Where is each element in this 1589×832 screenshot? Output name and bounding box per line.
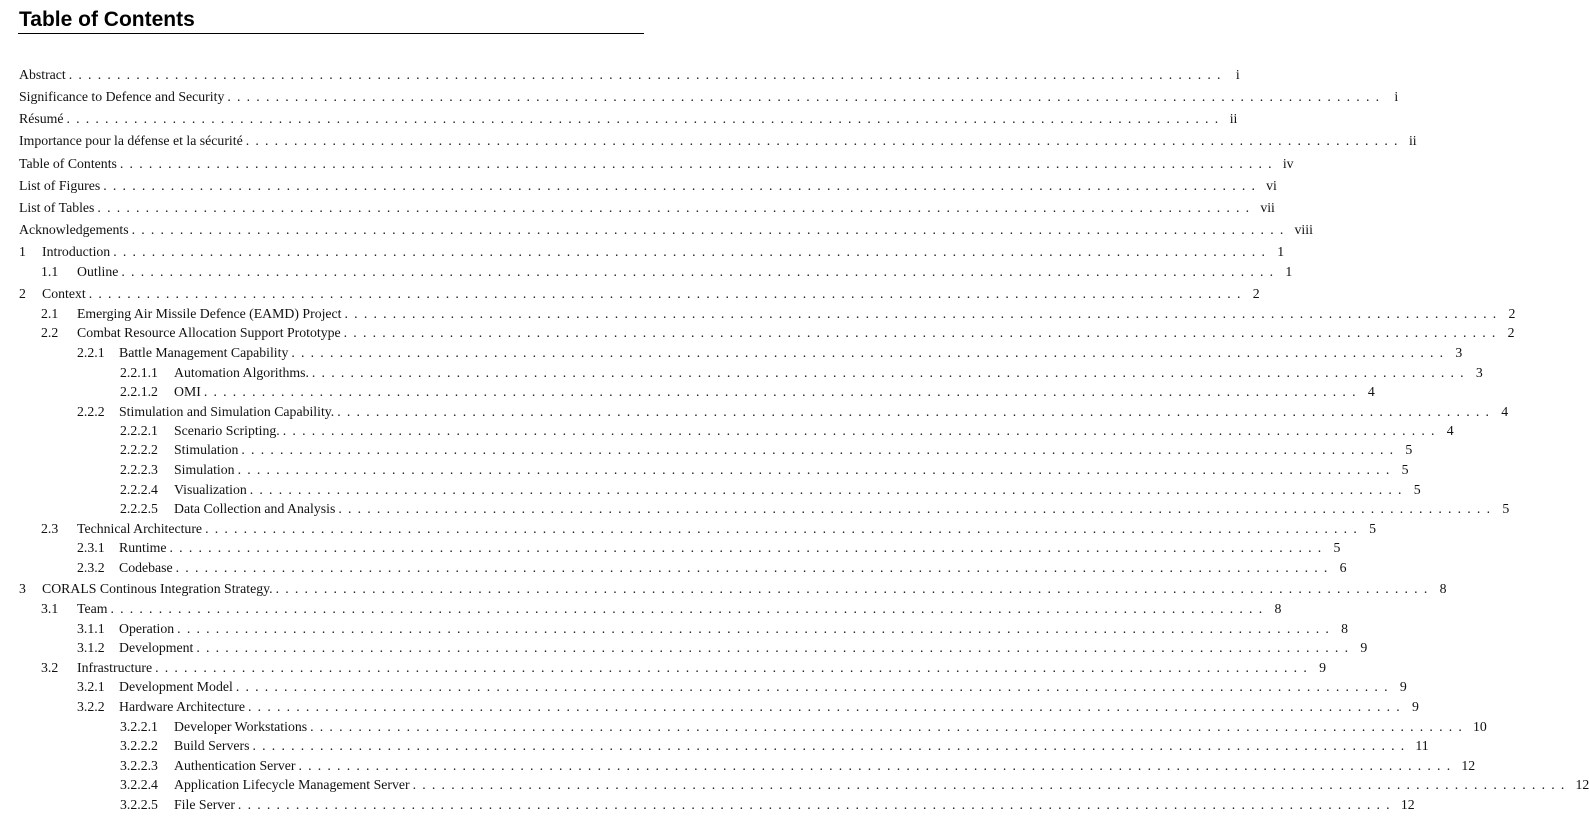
toc-entry[interactable] <box>19 88 1399 106</box>
toc-entry[interactable] <box>19 132 1417 150</box>
page-number: 2 <box>1252 286 1260 301</box>
toc-entry[interactable] <box>41 263 1293 281</box>
dot-leader: ........................................................................................................................ <box>248 699 1406 714</box>
page-number: 9 <box>1360 640 1368 655</box>
section-title: File Server <box>174 797 235 812</box>
dot-leader: ........................................................................................................................ <box>110 601 1269 616</box>
dot-leader: ........................................................................................................................ <box>275 581 1434 596</box>
dot-leader: ........................................................................................................................ <box>131 222 1290 237</box>
page-number: 12 <box>1400 797 1415 812</box>
section-number: 2.2.2.2 <box>120 442 158 457</box>
page-number: ii <box>1229 111 1238 126</box>
section-number: 3.1.1 <box>77 621 105 636</box>
toc-entry[interactable] <box>120 776 1589 794</box>
page-number: 5 <box>1405 442 1413 457</box>
page-number: 6 <box>1339 560 1347 575</box>
section-number: 1 <box>19 244 26 259</box>
dot-leader: ........................................................................................................................ <box>252 738 1411 753</box>
section-number: 3.2.2 <box>77 699 105 714</box>
page-number: 5 <box>1502 501 1510 516</box>
section-title: Data Collection and Analysis <box>174 501 336 516</box>
toc-entry[interactable] <box>120 364 1483 382</box>
section-number: 3.2.2.1 <box>120 719 158 734</box>
toc-entry[interactable] <box>77 344 1463 362</box>
page-number: 12 <box>1461 758 1476 773</box>
dot-leader: ........................................................................................................................ <box>121 264 1280 279</box>
page-number: 3 <box>1475 365 1483 380</box>
dot-leader: ........................................................................................................................ <box>337 404 1496 419</box>
dot-leader: ........................................................................................................................ <box>66 111 1225 126</box>
dot-leader: ........................................................................................................................ <box>310 719 1469 734</box>
dot-leader: ........................................................................................................................ <box>338 501 1497 516</box>
section-number: 2.3.2 <box>77 560 105 575</box>
dot-leader: ........................................................................................................................ <box>88 286 1247 301</box>
section-title: Development <box>119 640 194 655</box>
toc-entry[interactable] <box>19 177 1277 195</box>
toc-entry[interactable] <box>120 737 1429 755</box>
section-title: Context <box>42 286 86 301</box>
section-title: Infrastructure <box>77 660 153 675</box>
dot-leader: ........................................................................................................................ <box>175 560 1334 575</box>
toc-entry[interactable] <box>77 678 1407 696</box>
page-number: 4 <box>1501 404 1509 419</box>
toc-entry[interactable] <box>19 243 1285 261</box>
section-number: 2.2 <box>41 325 59 340</box>
page-number: vii <box>1260 200 1275 215</box>
dot-leader: ........................................................................................................................ <box>237 462 1396 477</box>
toc-entry[interactable] <box>77 698 1419 716</box>
section-number: 3.1.2 <box>77 640 105 655</box>
section-title: Visualization <box>174 482 247 497</box>
page-number: 4 <box>1367 384 1375 399</box>
section-number: 2.3.1 <box>77 540 105 555</box>
section-title: Significance to Defence and Security <box>19 89 225 104</box>
toc-entry[interactable] <box>19 155 1294 173</box>
section-title: Developer Workstations <box>174 719 308 734</box>
toc-entry[interactable] <box>120 441 1413 459</box>
toc-entry[interactable] <box>19 580 1447 598</box>
toc-entry[interactable] <box>19 199 1275 217</box>
page-number: 1 <box>1277 244 1285 259</box>
dot-leader: ........................................................................................................................ <box>196 640 1355 655</box>
page-number: 12 <box>1575 777 1589 792</box>
section-number: 2 <box>19 286 26 301</box>
toc-entry[interactable] <box>19 66 1240 84</box>
toc-entry[interactable] <box>77 620 1349 638</box>
toc-entry[interactable] <box>41 305 1516 323</box>
section-title: Application Lifecycle Management Server <box>174 777 410 792</box>
toc-entry[interactable] <box>19 110 1238 128</box>
section-title: Runtime <box>119 540 167 555</box>
page-number: ii <box>1408 133 1417 148</box>
section-number: 2.2.2.4 <box>120 482 158 497</box>
section-number: 3.2.2.4 <box>120 777 158 792</box>
section-title: Hardware Architecture <box>119 699 246 714</box>
dot-leader: ........................................................................................................................ <box>177 621 1336 636</box>
toc-entry[interactable] <box>19 285 1260 303</box>
dot-leader: ........................................................................................................................ <box>241 442 1400 457</box>
page-number: i <box>1235 67 1240 82</box>
section-title: Importance pour la défense et la sécurité <box>19 133 243 148</box>
page-number: 2 <box>1507 325 1515 340</box>
page-number: 5 <box>1413 482 1421 497</box>
section-number: 2.2.1 <box>77 345 105 360</box>
section-number: 3.2 <box>41 660 59 675</box>
dot-leader: ........................................................................................................................ <box>169 540 1328 555</box>
page-number: 9 <box>1399 679 1407 694</box>
dot-leader: ........................................................................................................................ <box>235 679 1394 694</box>
section-title: Authentication Server <box>174 758 296 773</box>
dot-leader: ........................................................................................................................ <box>155 660 1313 675</box>
toc-entry[interactable] <box>77 403 1509 421</box>
page-number: iv <box>1282 156 1294 171</box>
dot-leader: ........................................................................................................................ <box>291 345 1450 360</box>
toc-entry[interactable] <box>77 639 1368 657</box>
toc-entry[interactable] <box>120 500 1510 518</box>
dot-leader: ........................................................................................................................ <box>205 521 1363 536</box>
page-number: 2 <box>1508 306 1516 321</box>
section-number: 1.1 <box>41 264 59 279</box>
dot-leader: ........................................................................................................................ <box>113 244 1272 259</box>
page-number: viii <box>1294 222 1313 237</box>
toc-entry[interactable] <box>41 600 1282 618</box>
section-title: Battle Management Capability <box>119 345 289 360</box>
section-title: Emerging Air Missile Defence (EAMD) Project <box>77 306 342 321</box>
section-title: Automation Algorithms. <box>174 365 309 380</box>
page-title: Table of Contents <box>19 8 195 31</box>
dot-leader: ........................................................................................................................ <box>343 325 1502 340</box>
page-number: 10 <box>1473 719 1487 734</box>
dot-leader: ........................................................................................................................ <box>119 156 1278 171</box>
dot-leader: ........................................................................................................................ <box>203 384 1362 399</box>
page-number: 3 <box>1455 345 1463 360</box>
section-title: Development Model <box>119 679 233 694</box>
section-number: 3.2.2.2 <box>120 738 158 753</box>
section-title: Team <box>77 601 108 616</box>
page-number: 8 <box>1341 621 1349 636</box>
section-title: List of Tables <box>19 200 95 215</box>
section-title: Codebase <box>119 560 173 575</box>
page-number: vi <box>1266 178 1277 193</box>
section-number: 2.2.2.3 <box>120 462 158 477</box>
toc-entry[interactable] <box>41 520 1376 538</box>
toc-entry[interactable] <box>120 461 1409 479</box>
toc-entry[interactable] <box>120 796 1415 814</box>
toc-entry[interactable] <box>41 324 1515 342</box>
section-number: 2.1 <box>41 306 59 321</box>
section-title: Technical Architecture <box>77 521 203 536</box>
toc-entry[interactable] <box>120 757 1476 775</box>
section-number: 2.3 <box>41 521 59 536</box>
section-title: Introduction <box>42 244 111 259</box>
section-title: Abstract <box>19 67 66 82</box>
toc-entry[interactable] <box>41 659 1326 677</box>
page-number: 9 <box>1319 660 1326 675</box>
title-underline <box>18 33 644 34</box>
section-title: Build Servers <box>174 738 250 753</box>
section-title: CORALS Continous Integration Strategy. <box>42 581 273 596</box>
page-number: 8 <box>1274 601 1282 616</box>
section-number: 3.2.2.5 <box>120 797 158 812</box>
dot-leader: ........................................................................................................................ <box>282 423 1441 438</box>
page-number: 4 <box>1446 423 1454 438</box>
section-number: 2.2.1.2 <box>120 384 158 399</box>
section-number: 2.2.2.5 <box>120 501 158 516</box>
toc-entry[interactable] <box>120 718 1487 736</box>
dot-leader: ........................................................................................................................ <box>298 758 1457 773</box>
section-title: Stimulation <box>174 442 239 457</box>
section-number: 2.2.2.1 <box>120 423 158 438</box>
toc-entry[interactable] <box>120 481 1421 499</box>
page-number: 11 <box>1415 738 1429 753</box>
page-number: 8 <box>1439 581 1447 596</box>
section-number: 2.2.1.1 <box>120 365 158 380</box>
dot-leader: ........................................................................................................................ <box>97 200 1256 215</box>
section-title: Stimulation and Simulation Capability. <box>119 404 335 419</box>
section-title: Simulation <box>174 462 235 477</box>
dot-leader: ........................................................................................................................ <box>249 482 1408 497</box>
toc-entry[interactable] <box>19 221 1313 239</box>
toc-entry[interactable] <box>77 539 1341 557</box>
section-number: 3 <box>19 581 26 596</box>
toc-entry[interactable] <box>77 559 1347 577</box>
dot-leader: ........................................................................................................................ <box>311 365 1470 380</box>
section-title: Acknowledgements <box>19 222 129 237</box>
dot-leader: ........................................................................................................................ <box>103 178 1262 193</box>
section-title: Scenario Scripting. <box>174 423 280 438</box>
section-title: OMI <box>174 384 201 399</box>
dot-leader: ........................................................................................................................ <box>237 797 1396 812</box>
section-title: Combat Resource Allocation Support Prototype <box>77 325 341 340</box>
section-number: 2.2.2 <box>77 404 105 419</box>
section-number: 3.2.1 <box>77 679 105 694</box>
section-title: List of Figures <box>19 178 101 193</box>
section-title: Operation <box>119 621 175 636</box>
toc-entry[interactable] <box>120 422 1454 440</box>
page-number: 5 <box>1369 521 1376 536</box>
page-number: 1 <box>1285 264 1293 279</box>
dot-leader: ........................................................................................................................ <box>227 89 1386 104</box>
page-number: 5 <box>1333 540 1341 555</box>
section-number: 3.2.2.3 <box>120 758 158 773</box>
page-number: 5 <box>1401 462 1409 477</box>
dot-leader: ........................................................................................................................ <box>412 777 1571 792</box>
dot-leader: ........................................................................................................................ <box>245 133 1404 148</box>
section-number: 3.1 <box>41 601 59 616</box>
dot-leader: ........................................................................................................................ <box>344 306 1503 321</box>
section-title: Résumé <box>19 111 64 126</box>
section-title: Table of Contents <box>19 156 117 171</box>
dot-leader: ........................................................................................................................ <box>68 67 1227 82</box>
page-number: i <box>1394 89 1399 104</box>
page-number: 9 <box>1412 699 1419 714</box>
section-title: Outline <box>77 264 119 279</box>
toc-entry[interactable] <box>120 383 1375 401</box>
